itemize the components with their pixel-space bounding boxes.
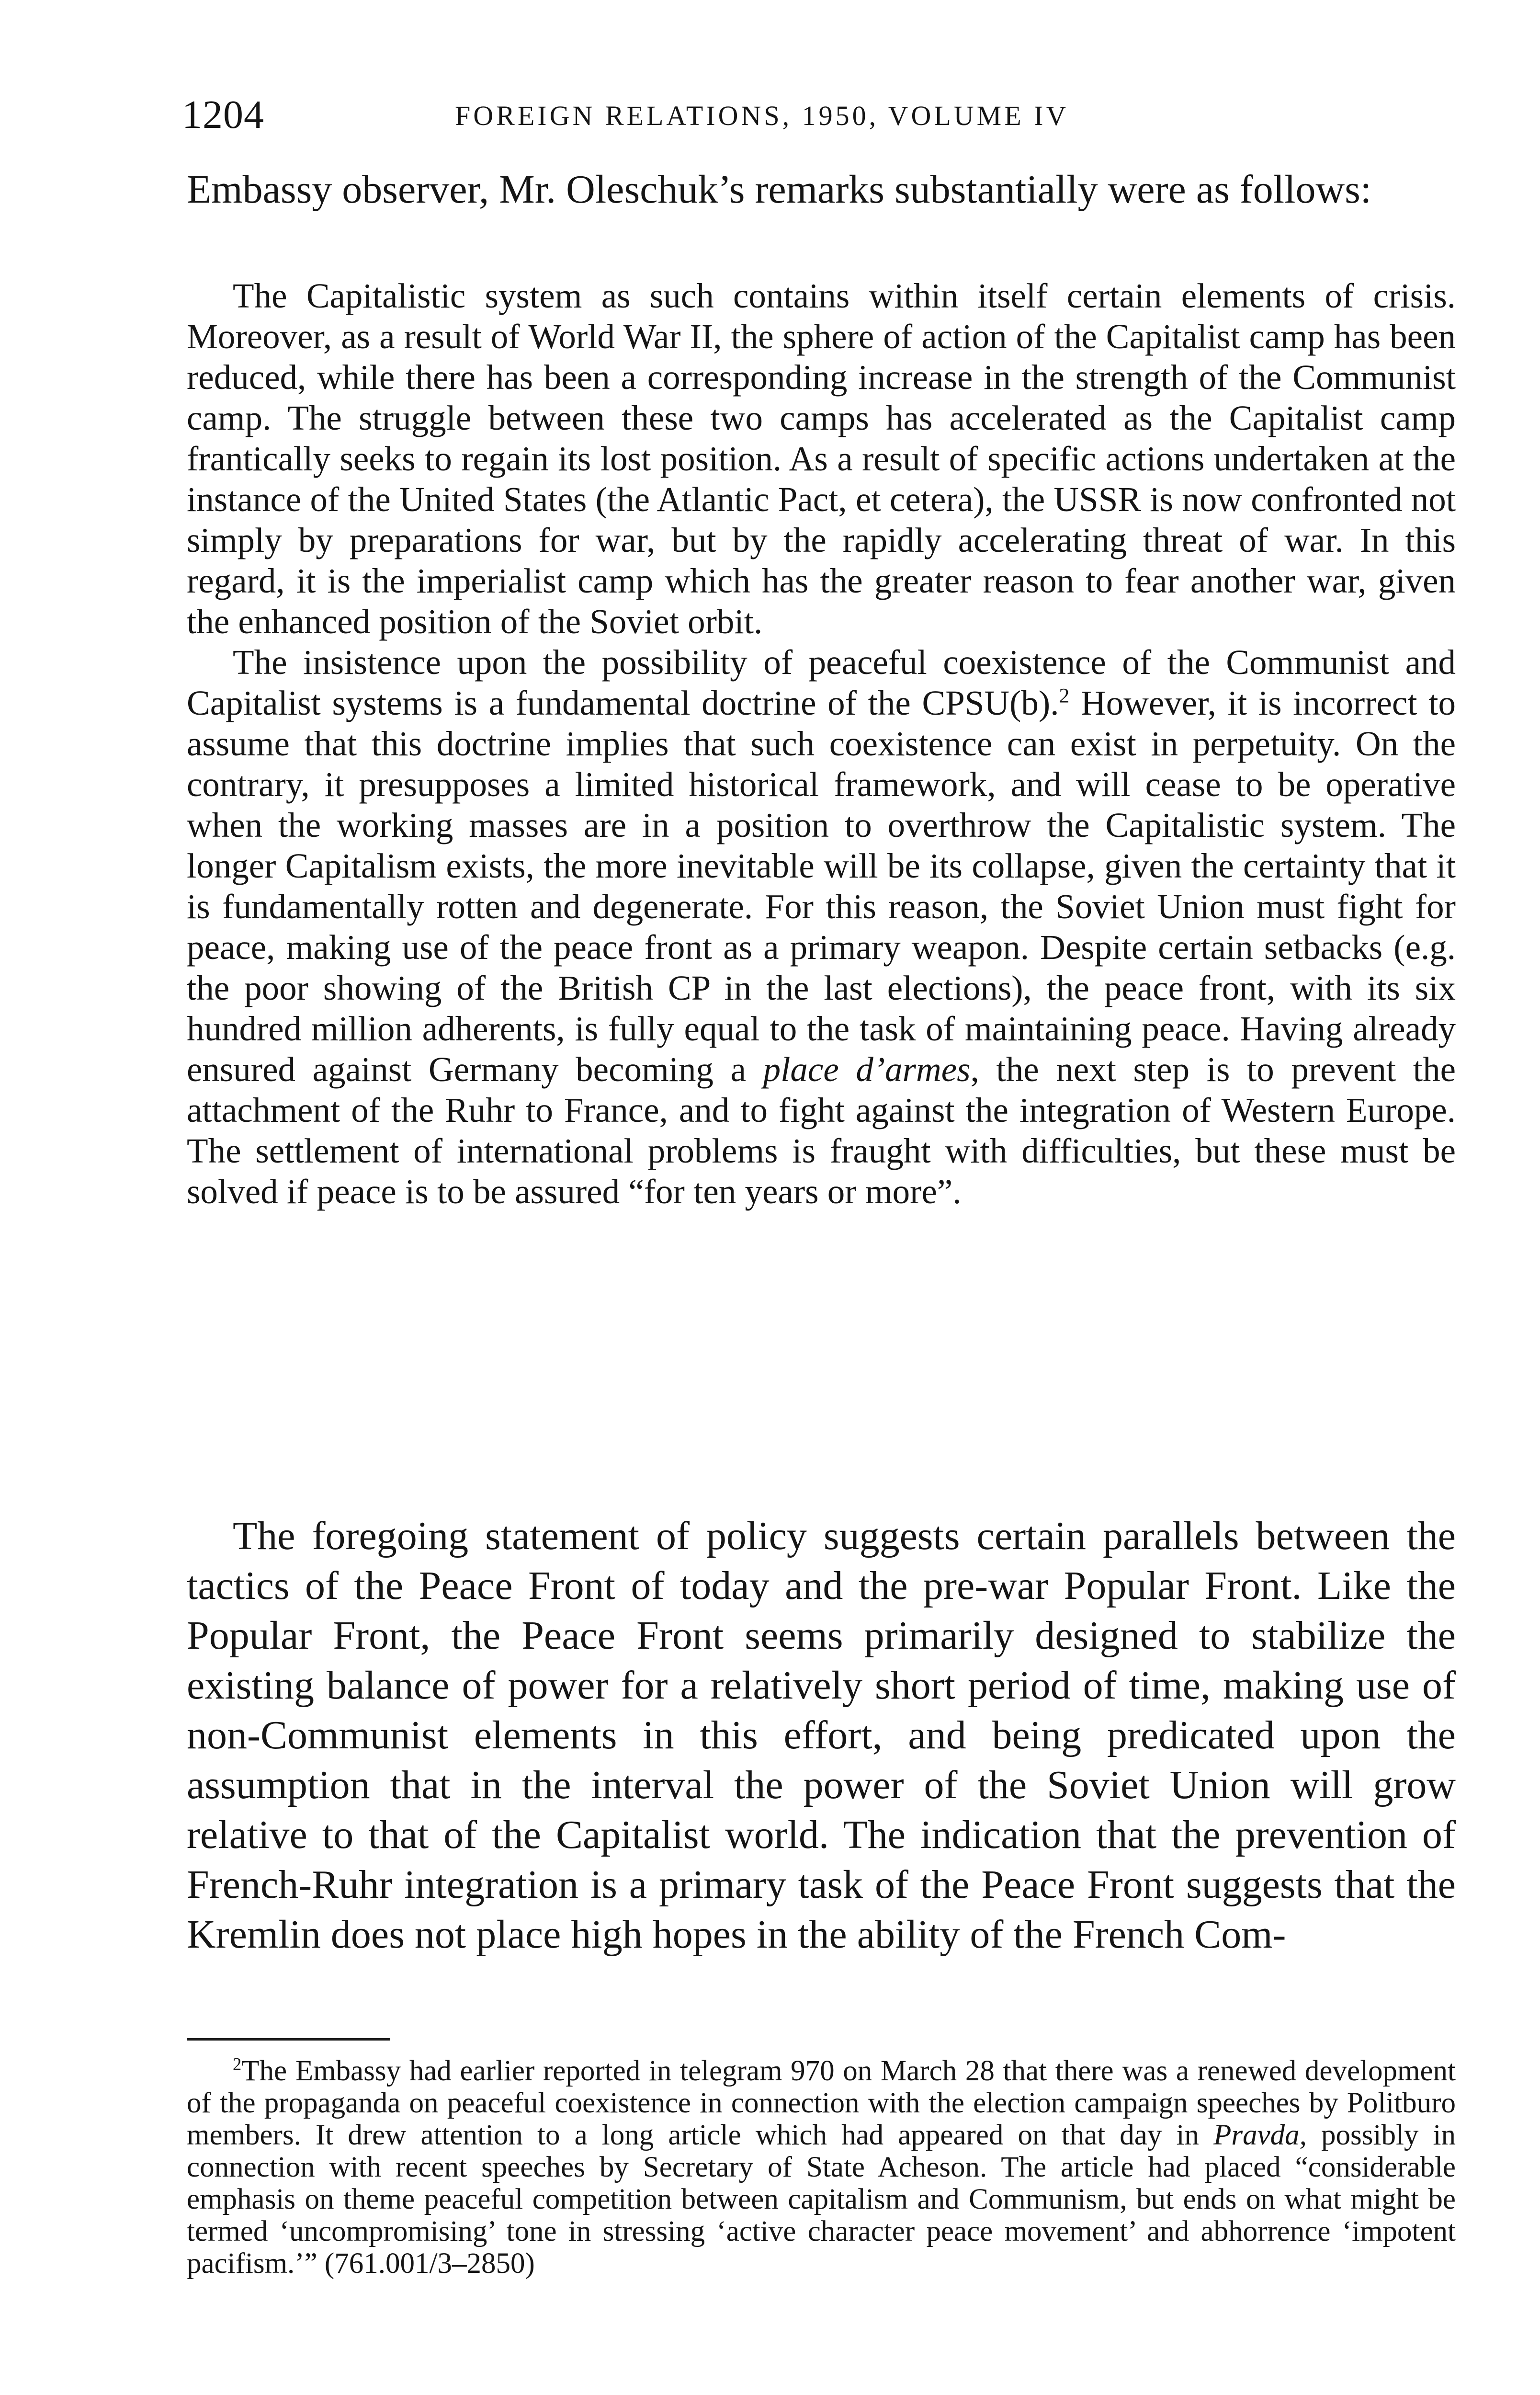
running-header: [182, 89, 1456, 146]
footnote-2: [187, 2055, 1456, 2280]
analysis-paragraph: The foregoing statement of policy suggests certain parallels between the tactics of the Peace Front of today and the pre-war Popular Front. Like the Popular Front, the Peace Front seems primarily designed to stabilize the existing balance of power for a relatively short period of time, making use of non-Communist elements in this effort, and being predicated upon the assumption that in the interval the power of the Soviet Union will grow relative to that of the Capitalist world. The indication that the prevention of French-Ruhr integration is a primary task of the Peace Front suggests that the Kremlin does not place high hopes in the ability of the French Com-: [187, 1514, 1456, 1957]
quoted-paragraph-2: [187, 642, 1456, 1212]
footnote-pravda: Pravda,: [1213, 2119, 1307, 2151]
quoted-remarks: [187, 275, 1456, 1212]
footnote-reference: 2: [1059, 684, 1070, 707]
page-number: 1204: [182, 92, 264, 137]
footnote-divider: [187, 2038, 390, 2041]
quoted-paragraph-2-opening: The insistence upon the possibility of peaceful coexistence of the Communist and Capitalist systems is a fundamental doctrine of the CPSU(b).: [187, 643, 1456, 722]
footnote-text-ending: possibly in connection with recent speeches by Secretary of State Acheson. The article had placed “considerable emphasis on theme peaceful competition between capitalism and Communism, but ends on what might be termed ‘uncompromising’ tone in stressing ‘active character peace movement’ and abhorrence ‘impotent pacifism.’” (761.001/3–2850): [187, 2119, 1456, 2280]
footnote-text-opening: The Embassy had earlier reported in telegram 970 on March 28 that there was a renewed development of the propaganda on peaceful coexistence in connection with the election campaign speeches by Politburo members. It drew attention to a long article which had appeared on that day in: [187, 2055, 1456, 2151]
intro-paragraph: Embassy observer, Mr. Oleschuk’s remarks substantially were as follows:: [187, 167, 1372, 212]
quoted-paragraph-2-ending: , the next step is to prevent the attachment of the Ruhr to France, and to fight against the integration of Western Europe. The settlement of international problems is fraught with difficulties, but these must be solved if peace is to be assured “for ten years or more”.: [187, 1050, 1456, 1211]
running-title: FOREIGN RELATIONS, 1950, VOLUME IV: [455, 100, 1069, 131]
quoted-paragraph-2-middle: However, it is incorrect to assume that this doctrine implies that such coexistence can exist in perpetuity. On the contrary, it presupposes a limited historical framework, and will cease to be operative when the working masses are in a position to overthrow the Capitalistic system. The longer Capitalism exists, the more inevitable will be its collapse, given the certainty that it is fundamentally rotten and degenerate. For this reason, the Soviet Union must fight for peace, making use of the peace front as a primary weapon. Despite certain setbacks (e.g. the poor showing of the British CP in the last elections), the peace front, with its six hundred million adherents, is fully equal to the task of maintaining peace. Having already ensured against Germany becoming a: [187, 684, 1456, 1089]
footnote-marker: 2: [233, 2054, 242, 2074]
quoted-italic-phrase: place d’armes: [763, 1050, 971, 1089]
quoted-paragraph-1: The Capitalistic system as such contains within itself certain elements of crisis. Moreover, as a result of World War II, the sphere of action of the Capitalist camp has been reduced, while there has been a corresponding increase in the strength of the Communist camp. The struggle between these two camps has accelerated as the Capitalist camp frantically seeks to regain its lost position. As a result of specific actions undertaken at the instance of the United States (the Atlantic Pact, et cetera), the USSR is now confronted not simply by preparations for war, but by the rapidly accelerating threat of war. In this regard, it is the imperialist camp which has the greater reason to fear another war, given the enhanced position of the Soviet orbit.: [187, 276, 1456, 641]
